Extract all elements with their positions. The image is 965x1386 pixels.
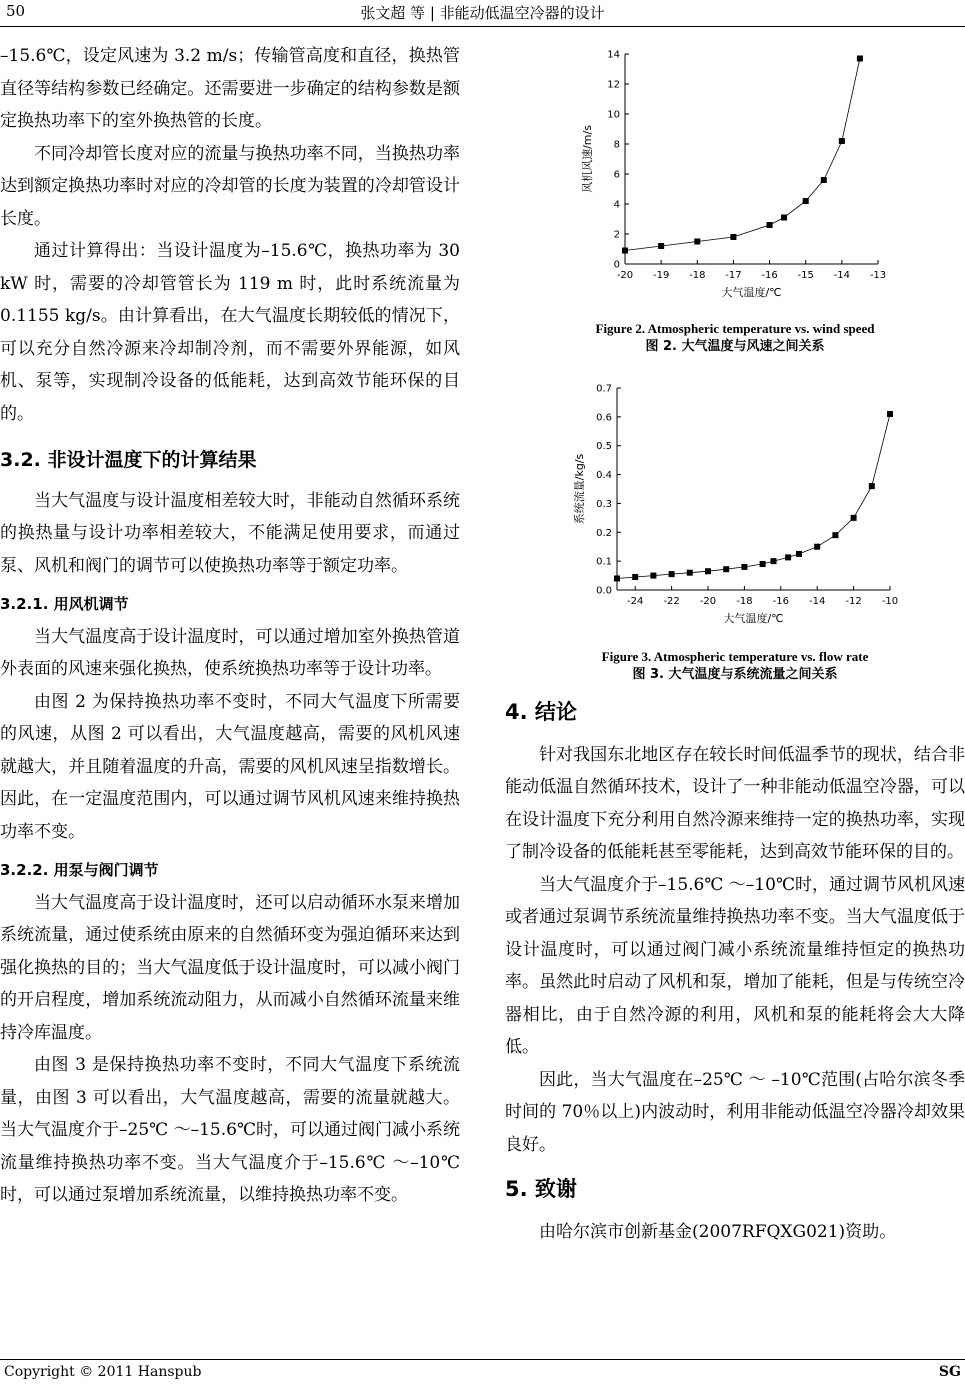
paragraph: 由图 3 是保持换热功率不变时，不同大气温度下系统流量，由图 3 可以看出，大气温度越高，需要的流量就越大。当大气温度介于–25℃ ～–15.6℃时，可以通过阀门减小系统流量维持换热功率不变。当大气温度介于–15.6℃ ～–10℃时，可以通过泵增加系统流量，以维持换热功率不变。 [0,1055,460,1205]
y-tick-label: 0.1 [596,556,612,568]
data-point [694,239,700,245]
paragraph: 由图 2 为保持换热功率不变时，不同大气温度下所需要的风速，从图 2 可以看出，大气温度越高，需要的风机风速就越大，并且随着温度的升高，需要的风机风速呈指数增长。因此，在一定温度范围内，可以通过调节风机风速来维持换热功率不变。 [0,691,460,842]
x-tick-label: -18 [736,596,753,607]
series-line [617,414,890,579]
caption-zh: 图 3. 大气温度与系统流量之间关系 [632,667,838,682]
caption-en: Figure 3. Atmospheric temperature vs. flow rate [601,649,869,664]
data-point [687,570,693,576]
x-tick-label: -22 [663,596,680,607]
paragraph: 针对我国东北地区存在较长时间低温季节的现状，结合非能动低温自然循环技术，设计了一种非能动低温空冷器，可以在设计温度下充分利用自然冷源来维持一定的换热功率，实现了制冷设备的低能耗甚至零能耗，达到高效节能环保的目的。 [505,744,965,862]
data-point [730,234,736,240]
figure-3-caption [505,648,965,684]
series-line [625,59,860,251]
paragraph: 当大气温度高于设计温度时，还可以启动循环水泵来增加系统流量，通过使系统由原来的自然循环变为强迫循环来达到强化换热的目的；当大气温度低于设计温度时，可以减小阀门的开启程度，增加系统流动阻力，从而减小自然循环流量来维持冷库温度。 [0,892,460,1043]
data-point [622,248,628,254]
data-point [887,411,893,417]
x-tick-label: -24 [627,596,644,607]
copyright: Copyright © 2011 Hanspub [4,1364,202,1380]
paragraph: 当大气温度高于设计温度时，可以通过增加室外换热管道外表面的风速来强化换热，使系统换热功率等于设计功率。 [0,626,460,679]
y-tick-label: 2 [613,229,620,241]
x-tick-label: -17 [725,270,742,281]
y-tick-label: 14 [607,49,620,61]
data-point [869,483,875,489]
y-tick-label: 0.2 [596,527,612,539]
y-tick-label: 0 [613,259,620,271]
data-point [767,222,773,228]
y-tick-label: 10 [607,109,620,121]
y-axis-label: 系统流量/kg/s [573,453,586,525]
paragraph: 通过计算得出：当设计温度为–15.6℃，换热功率为 30 kW 时，需要的冷却管管长为 119 m 时，此时系统流量为 0.1155 kg/s。由计算看出，在大气温度长期较低的情况下，可以充分自然冷源来冷却制冷剂，而不需要外界能源，如风机、泵等，实现制冷设备的低能耗，达到高效节能环保的目的。 [0,241,460,424]
paragraph: 不同冷却管长度对应的流量与换热功率不同，当换热功率达到额定换热功率时对应的冷却管的长度为装置的冷却管设计长度。 [0,143,460,229]
page-number: 50 [6,2,26,20]
x-tick-label: -18 [689,270,706,281]
caption-en: Figure 2. Atmospheric temperature vs. wind speed [595,321,875,336]
right-column [505,40,965,1248]
paragraph: 当大气温度介于–15.6℃ ～–10℃时，通过调节风机风速或者通过泵调节系统流量维持换热功率不变。当大气温度低于设计温度时，可以通过阀门减小系统流量维持恒定的换热功率。虽然此时启动了风机和泵，增加了能耗，但是与传统空冷器相比，由于自然冷源的利用，风机和泵的能耗将会大大降低。 [505,874,965,1057]
chart-wind-speed [505,40,965,320]
data-point [632,574,638,580]
x-tick-label: -14 [833,270,851,281]
x-tick-label: -13 [869,270,887,281]
data-point [785,554,791,560]
data-point [669,571,675,577]
data-point [796,551,802,557]
data-point [741,564,747,570]
paragraph: 当大气温度与设计温度相差较大时，非能动自然循环系统的换热量与设计功率相差较大，不能满足使用要求，而通过泵、风机和阀门的调节可以使换热功率等于额定功率。 [0,490,460,576]
paragraph: 因此，当大气温度在–25℃ ～ –10℃范围(占哈尔滨冬季时间的 70％以上)内波动时，利用非能动低温空冷器冷却效果良好。 [505,1069,965,1155]
data-point [857,56,863,62]
section-heading-3-2: 3.2. 非设计温度下的计算结果 [0,449,257,471]
paragraph: –15.6℃，设定风速为 3.2 m/s；传输管高度和直径，换热管直径等结构参数已经确定。还需要进一步确定的结构参数是额定换热功率下的室外换热管的长度。 [0,46,460,131]
x-axis-label: 大气温度/℃ [723,612,784,625]
figure-2 [505,40,965,356]
x-tick-label: -16 [761,270,778,281]
y-tick-label: 0.7 [596,383,612,395]
y-tick-label: 0.5 [596,441,612,453]
x-tick-label: -19 [652,270,670,281]
section-heading-5: 5. 致谢 [505,1177,577,1201]
y-tick-label: 12 [607,79,620,91]
data-point [851,515,857,521]
data-point [832,532,838,538]
chart-flow-rate [505,378,965,648]
x-tick-label: -12 [845,596,862,607]
data-point [760,561,766,567]
page-footer [0,1359,965,1386]
data-point [658,243,664,249]
x-tick-label: -14 [809,596,826,607]
figure-2-caption [505,320,965,356]
data-point [771,558,777,564]
data-point [781,215,787,221]
y-tick-label: 0.0 [596,585,612,597]
data-point [723,566,729,572]
x-tick-label: -15 [797,270,814,281]
y-tick-label: 6 [613,169,620,181]
section-heading-3-2-2: 3.2.2. 用泵与阀门调节 [0,861,159,879]
figure-3 [505,378,965,684]
left-column [0,40,460,1212]
data-point [614,575,620,581]
running-title: 张文超 等 | 非能动低温空冷器的设计 [360,4,605,22]
data-point [814,544,820,550]
journal-abbrev: SG [938,1364,961,1380]
paragraph: 由哈尔滨市创新基金(2007RFQXG021)资助。 [539,1221,897,1242]
x-tick-label: -20 [616,270,634,281]
data-point [650,573,656,579]
y-tick-label: 0.6 [596,412,612,424]
data-point [821,177,827,183]
y-tick-label: 4 [613,199,620,211]
data-point [803,198,809,204]
x-tick-label: -16 [772,596,789,607]
y-tick-label: 8 [613,139,620,151]
section-heading-4: 4. 结论 [505,700,577,724]
data-point [705,568,711,574]
data-point [839,138,845,144]
page-header [0,0,965,27]
section-heading-3-2-1: 3.2.1. 用风机调节 [0,595,129,613]
x-axis-label: 大气温度/℃ [721,286,782,299]
x-tick-label: -10 [881,596,899,607]
y-tick-label: 0.4 [596,470,612,482]
y-tick-label: 0.3 [596,498,612,510]
x-tick-label: -20 [699,596,717,607]
y-axis-label: 风机风速/m/s [581,125,594,193]
caption-zh: 图 2. 大气温度与风速之间关系 [645,339,825,354]
